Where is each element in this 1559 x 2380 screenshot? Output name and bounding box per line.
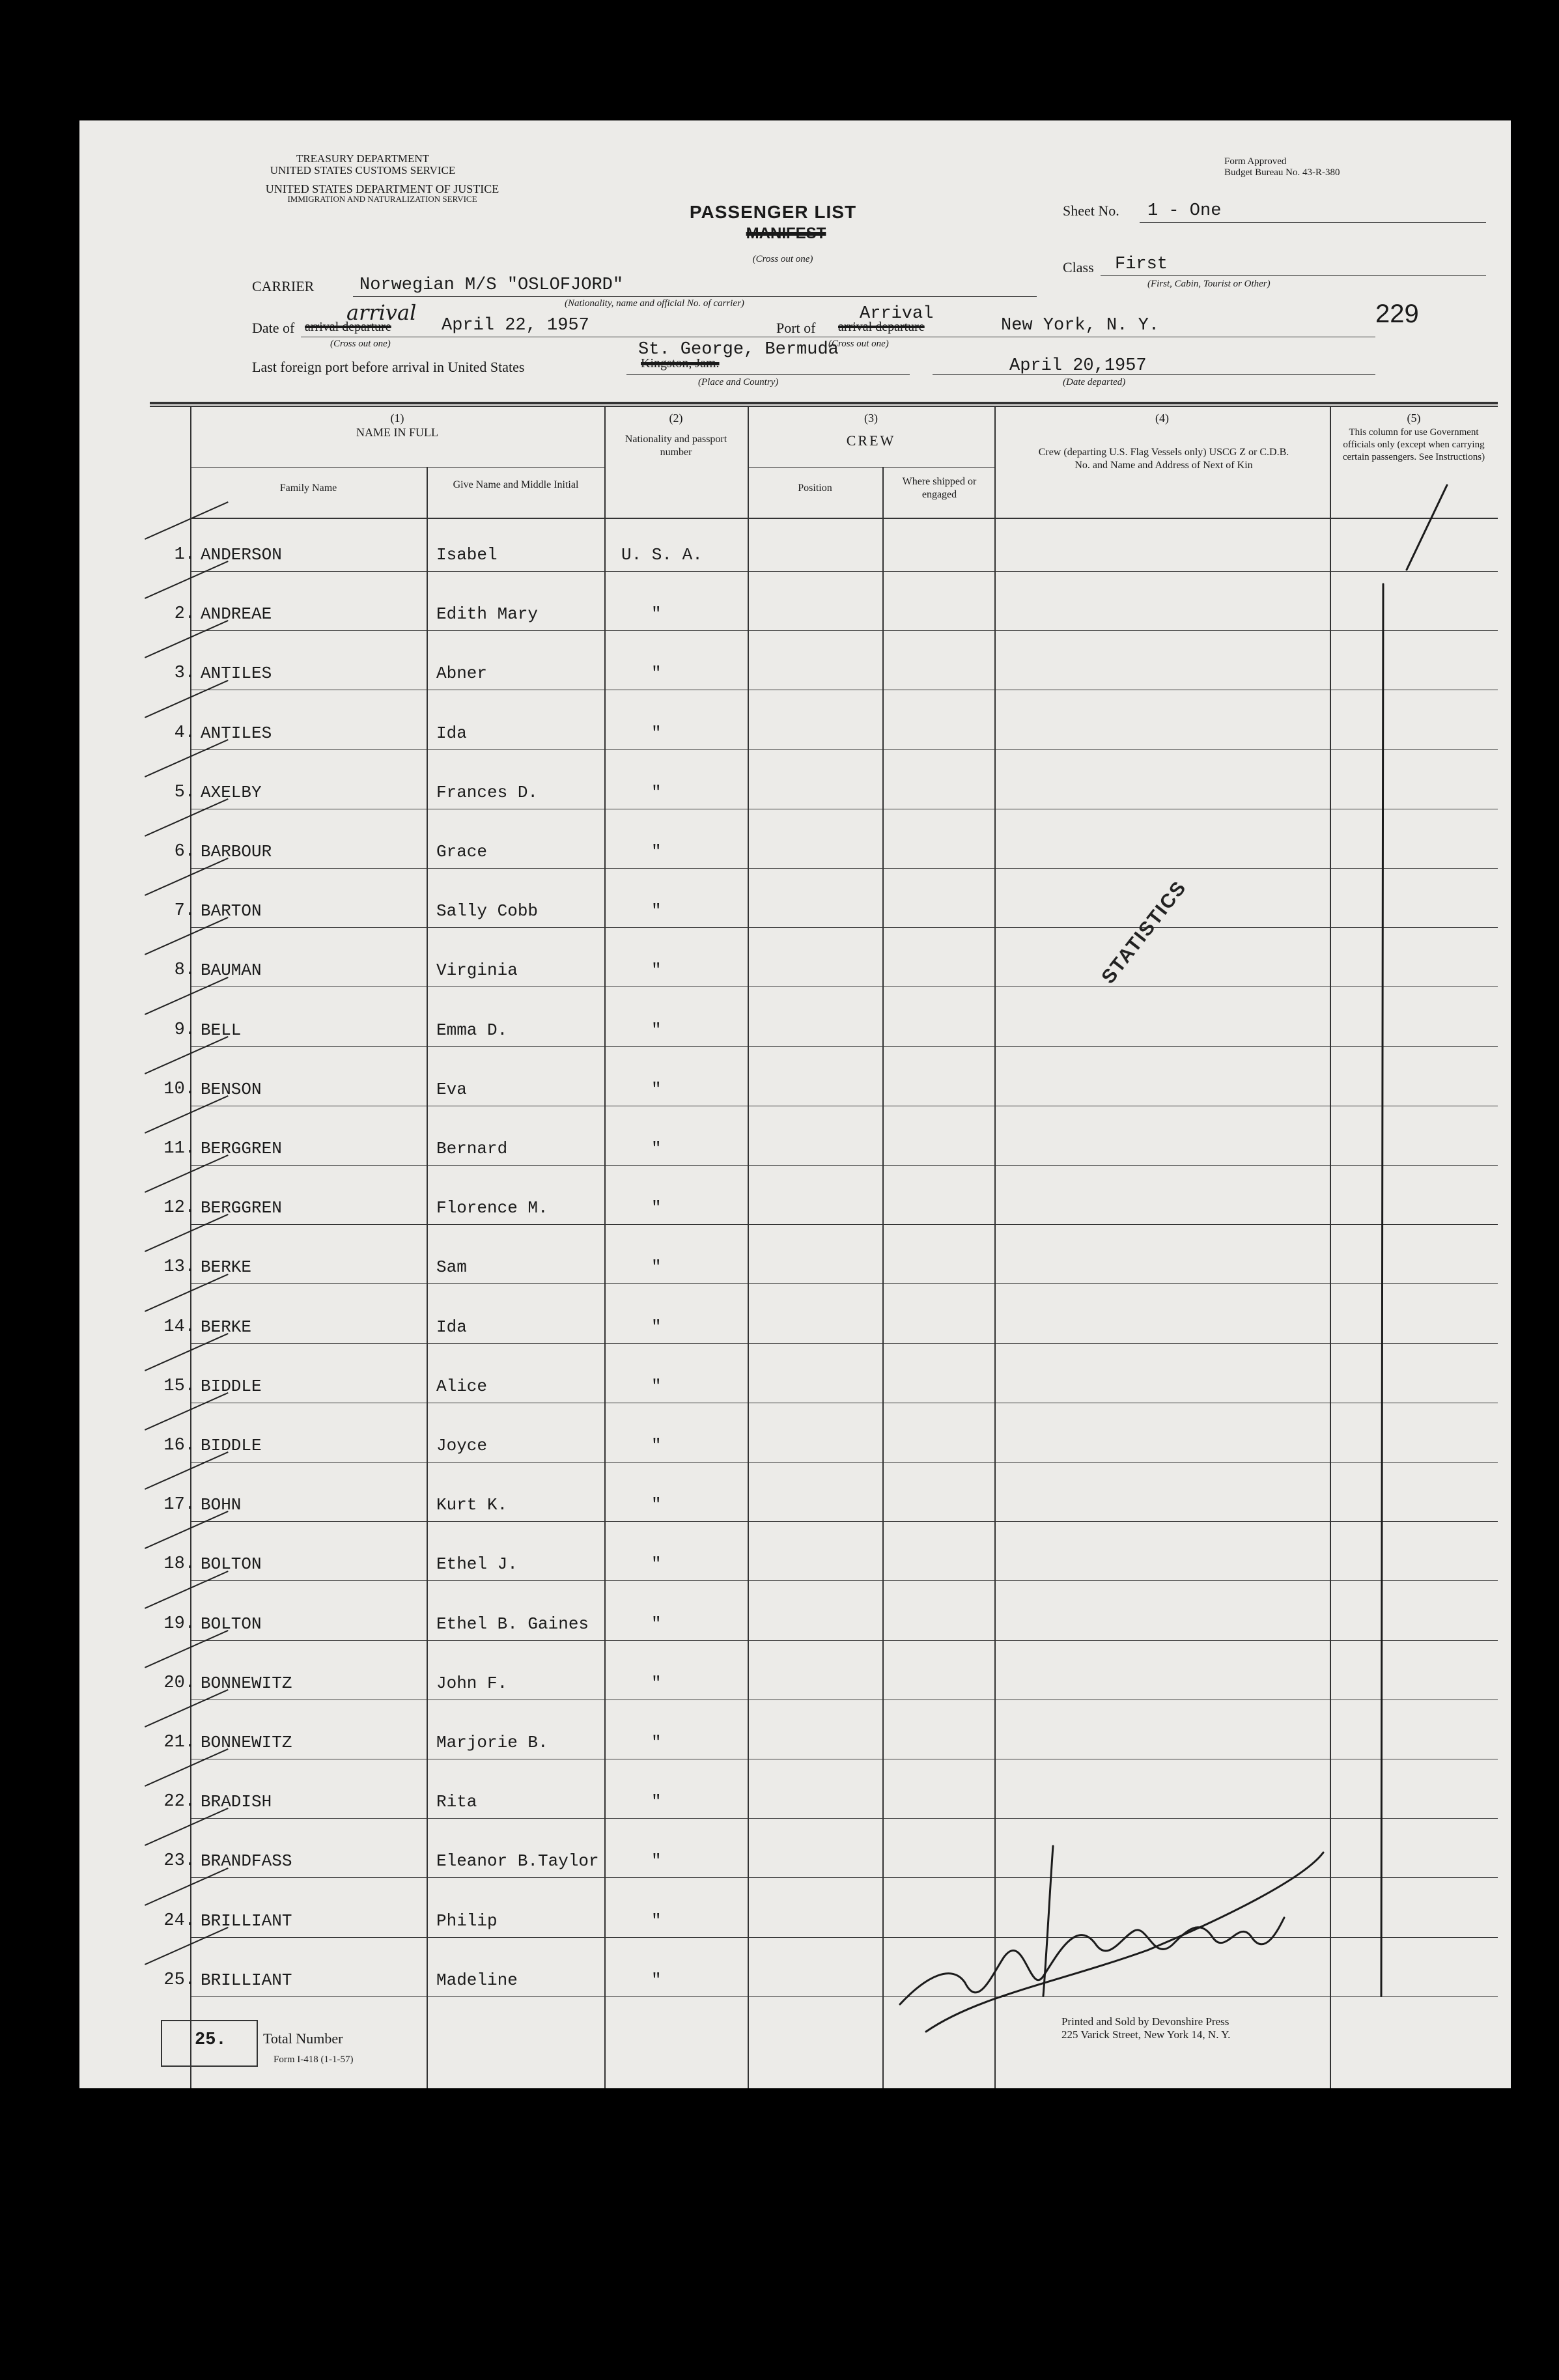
row-number: 24. xyxy=(163,1911,195,1931)
row-number: 23. xyxy=(163,1851,195,1871)
nationality: " xyxy=(651,842,662,861)
nationality: " xyxy=(651,1079,662,1099)
given-name: Edith Mary xyxy=(436,604,539,624)
page-number: 229 xyxy=(1375,300,1419,328)
row-number: 5. xyxy=(174,782,195,802)
row-number: 3. xyxy=(174,664,195,684)
row-number: 17. xyxy=(163,1495,195,1515)
nationality: " xyxy=(651,960,662,981)
signature xyxy=(900,1918,1284,2004)
manifest-sheet: TREASURY DEPARTMENT UNITED STATES CUSTOMS SERVICE UNITED STATES DEPARTMENT OF JUSTICE IMMIGRATION AND NATURALIZATION SERVICE Form Approved Budget Bureau No. 43-R-380 PASSENGER LIST MANIFEST (Cross out one) Sheet No. 1 - One Class First (First, Cabin, Tourist or Other) CARRIER Norwegian M/S "OSLOFJORD" (Nationality, name and official No. of carrier) Date of arrival arrival departure April 22, 1957 (Cross out one) Port of Arrival arrival departure New York, N. Y. (Cross out one) 229 Last foreign port before arrival in United States St. George, Bermuda Kingston, Jam. (Place and Country) April 20,1957 (Date departed) (1) NAME IN FULL Family Name Give Name and Middle Initial (2) Nationality and passport number (3) CREW Position Where shipped or engaged (4) Crew (departing U.S. Flag Vessels only) USCG Z or C.D.B. No. and Name and Address of Next of Kin (5) This column for use Government officials only (except when carrying certain passengers. See Instructions) 1. ANDERSON Isabel U. S. A. 2. ANDREAE Edith Mary " 3. ANTILES Abner " 4. ANTILES Ida " 5. AXELBY Frances D. " 6. BARBOUR Grace " 7. BARTON Sally Cobb " 8. BAUMAN Virginia " 9. BELL Emma D. " 10. BENSON Eva " 11. BERGGREN Bernard " 12. BERGGREN Florence M. " 13. BERKE Sam " 14. BERKE Ida " 15. BIDDLE Alice " 16. BIDDLE Joyce " 17. BOHN Kurt K. " 18. BOLTON Ethel J. " 19. BOLTON Ethel B. Gaines " 20. BONNEWITZ John F. " 21. BONNEWITZ Marjorie B. " 22. BRADISH Rita " 23. BRANDFASS Eleanor B.Taylor " 24. BRILLIANT Philip " 25. BRILLIANT Madeline " STATISTICS 25. Total Number Form I-418 (1-1-57) Printed and Sold by Devonshire Press 225 Varick Street, New York 14, N. Y. xyxy=(79,120,1511,2088)
given-name: Rita xyxy=(436,1792,477,1812)
statistics-stamp: STATISTICS xyxy=(1097,876,1191,988)
col3-position-header: Position xyxy=(798,483,832,494)
row-number: 9. xyxy=(174,1020,195,1040)
family-name: ANTILES xyxy=(201,723,272,743)
given-name: Philip xyxy=(436,1911,498,1931)
family-name: BIDDLE xyxy=(201,1376,262,1396)
row-number: 1. xyxy=(174,545,195,565)
given-name: Emma D. xyxy=(436,1020,508,1040)
given-name: Virginia xyxy=(436,960,518,981)
family-name: BRILLIANT xyxy=(201,1911,292,1931)
sheet-value: 1 - One xyxy=(1147,201,1222,221)
given-name: Frances D. xyxy=(436,782,539,802)
date-departed-value: April 20,1957 xyxy=(1009,356,1147,376)
nationality: " xyxy=(651,1257,662,1278)
given-name: Marjorie B. xyxy=(436,1733,548,1752)
col3-num: (3) xyxy=(864,412,878,425)
nationality: " xyxy=(651,723,662,743)
given-name: Isabel xyxy=(436,545,498,565)
nationality: " xyxy=(651,1554,662,1575)
printer-line-1: Printed and Sold by Devonshire Press xyxy=(1061,2015,1229,2028)
given-name: Ethel B. Gaines xyxy=(436,1614,589,1634)
given-name: Ethel J. xyxy=(436,1554,518,1575)
date-handwritten: arrival xyxy=(346,300,417,325)
given-name: John F. xyxy=(436,1673,508,1693)
nationality: " xyxy=(651,1673,662,1693)
nationality: " xyxy=(651,901,662,921)
family-name: BOLTON xyxy=(201,1614,262,1634)
given-name: Madeline xyxy=(436,1970,518,1990)
family-name: BARBOUR xyxy=(201,842,272,861)
printer-line-2: 225 Varick Street, New York 14, N. Y. xyxy=(1061,2028,1231,2041)
port-value: New York, N. Y. xyxy=(1001,316,1160,335)
family-name: ANTILES xyxy=(201,664,272,684)
port-cross-out-caption: (Cross out one) xyxy=(828,339,889,349)
given-name: Eleanor B.Taylor xyxy=(436,1851,599,1871)
nationality: " xyxy=(651,1139,662,1158)
port-handwritten: Arrival xyxy=(860,304,934,324)
date-cross-out-caption: (Cross out one) xyxy=(330,339,391,349)
agency-customs: UNITED STATES CUSTOMS SERVICE xyxy=(270,164,456,176)
budget-bureau: Budget Bureau No. 43-R-380 xyxy=(1224,167,1340,178)
row-number: 25. xyxy=(163,1970,195,1990)
row-number: 19. xyxy=(163,1614,195,1634)
nationality: " xyxy=(651,1317,662,1337)
class-caption: (First, Cabin, Tourist or Other) xyxy=(1147,279,1271,289)
date-value: April 22, 1957 xyxy=(442,316,589,335)
row-number: 20. xyxy=(163,1673,195,1693)
sheet-label: Sheet No. xyxy=(1063,203,1119,219)
total-value: 25. xyxy=(195,2030,227,2050)
nationality: " xyxy=(651,1792,662,1812)
agency-justice: UNITED STATES DEPARTMENT OF JUSTICE xyxy=(265,182,499,195)
row-number: 2. xyxy=(174,604,195,624)
row-number: 18. xyxy=(163,1554,195,1575)
family-name: BERGGREN xyxy=(201,1139,282,1158)
given-name: Sally Cobb xyxy=(436,901,539,921)
given-name: Ida xyxy=(436,1317,467,1337)
row-number: 16. xyxy=(163,1436,195,1455)
row-number: 6. xyxy=(174,842,195,861)
carrier-value: Norwegian M/S "OSLOFJORD" xyxy=(359,275,624,295)
row-number: 4. xyxy=(174,723,195,743)
class-label: Class xyxy=(1063,259,1094,275)
nationality: " xyxy=(651,1495,662,1515)
given-name: Ida xyxy=(436,723,467,743)
given-name: Eva xyxy=(436,1079,467,1099)
carrier-label: CARRIER xyxy=(252,278,315,294)
col4-num: (4) xyxy=(1155,412,1169,425)
family-name: ANDERSON xyxy=(201,545,282,565)
col3-where-header: Where shipped or engaged xyxy=(902,476,977,500)
given-name: Joyce xyxy=(436,1436,488,1455)
nationality: U. S. A. xyxy=(621,545,703,565)
nationality: " xyxy=(651,1970,662,1990)
nationality: " xyxy=(651,604,662,624)
title-cross-out-caption: (Cross out one) xyxy=(752,254,813,264)
row-number: 11. xyxy=(163,1139,195,1158)
form-number: Form I-418 (1-1-57) xyxy=(274,2054,354,2065)
carrier-caption: (Nationality, name and official No. of carrier) xyxy=(565,298,744,309)
family-name: BIDDLE xyxy=(201,1436,262,1455)
col2-num: (2) xyxy=(669,412,683,425)
given-name: Bernard xyxy=(436,1139,508,1158)
family-name: BRADISH xyxy=(201,1792,272,1812)
family-name: BERGGREN xyxy=(201,1198,282,1218)
last-port-caption: (Place and Country) xyxy=(698,377,779,387)
date-struck: arrival departure xyxy=(305,320,391,334)
class-value: First xyxy=(1115,255,1168,274)
row-number: 10. xyxy=(163,1079,195,1099)
col1-title: NAME IN FULL xyxy=(356,426,438,439)
date-departed-caption: (Date departed) xyxy=(1063,377,1126,387)
nationality: " xyxy=(651,1733,662,1752)
col3-title: CREW xyxy=(846,432,896,449)
given-name: Florence M. xyxy=(436,1198,548,1218)
pen-marks xyxy=(79,120,1511,2088)
col1-family-header: Family Name xyxy=(279,483,337,494)
given-name: Abner xyxy=(436,664,488,684)
col4-title: Crew (departing U.S. Flag Vessels only) USCG Z or C.D.B. No. and Name and Address of Next of Kin xyxy=(1038,447,1289,471)
port-struck: arrival departure xyxy=(838,320,925,334)
family-name: BARTON xyxy=(201,901,262,921)
total-label: Total Number xyxy=(263,2030,343,2047)
col5-title: This column for use Government officials only (except when carrying certain passengers. See Instructions) xyxy=(1342,427,1485,462)
family-name: BOLTON xyxy=(201,1554,262,1575)
row-number: 8. xyxy=(174,960,195,981)
family-name: BENSON xyxy=(201,1079,262,1099)
row-number: 14. xyxy=(163,1317,195,1337)
col2-title: Nationality and passport number xyxy=(625,434,727,458)
row-number: 12. xyxy=(163,1198,195,1218)
family-name: BAUMAN xyxy=(201,960,262,981)
form-approved: Form Approved xyxy=(1224,156,1287,167)
family-name: BONNEWITZ xyxy=(201,1673,292,1693)
nationality: " xyxy=(651,1436,662,1455)
nationality: " xyxy=(651,1020,662,1040)
col1-given-header: Give Name and Middle Initial xyxy=(453,479,579,490)
family-name: BRILLIANT xyxy=(201,1970,292,1990)
row-number: 7. xyxy=(174,901,195,921)
row-number: 21. xyxy=(163,1733,195,1752)
list-title: PASSENGER LIST xyxy=(689,202,857,222)
agency-ins: IMMIGRATION AND NATURALIZATION SERVICE xyxy=(287,194,477,204)
family-name: BERKE xyxy=(201,1257,252,1278)
family-name: BRANDFASS xyxy=(201,1851,292,1871)
nationality: " xyxy=(651,1851,662,1871)
last-port-value: St. George, Bermuda xyxy=(638,340,839,359)
family-name: BONNEWITZ xyxy=(201,1733,292,1752)
nationality: " xyxy=(651,664,662,684)
row-number: 13. xyxy=(163,1257,195,1278)
family-name: ANDREAE xyxy=(201,604,272,624)
last-port-label: Last foreign port before arrival in United States xyxy=(252,359,525,375)
family-name: BOHN xyxy=(201,1495,242,1515)
row-number: 22. xyxy=(163,1792,195,1812)
list-title-struck: MANIFEST xyxy=(746,225,826,242)
row-number: 15. xyxy=(163,1376,195,1396)
given-name: Kurt K. xyxy=(436,1495,508,1515)
family-name: BELL xyxy=(201,1020,242,1040)
given-name: Sam xyxy=(436,1257,467,1278)
col1-num: (1) xyxy=(390,412,404,425)
nationality: " xyxy=(651,1376,662,1396)
given-name: Grace xyxy=(436,842,488,861)
nationality: " xyxy=(651,1614,662,1634)
nationality: " xyxy=(651,1198,662,1218)
nationality: " xyxy=(651,782,662,802)
port-label: Port of xyxy=(776,320,816,336)
given-name: Alice xyxy=(436,1376,488,1396)
nationality: " xyxy=(651,1911,662,1931)
agency-treasury: TREASURY DEPARTMENT xyxy=(296,152,430,165)
col5-num: (5) xyxy=(1407,412,1421,425)
family-name: BERKE xyxy=(201,1317,252,1337)
family-name: AXELBY xyxy=(201,782,262,802)
date-label: Date of xyxy=(252,320,295,336)
